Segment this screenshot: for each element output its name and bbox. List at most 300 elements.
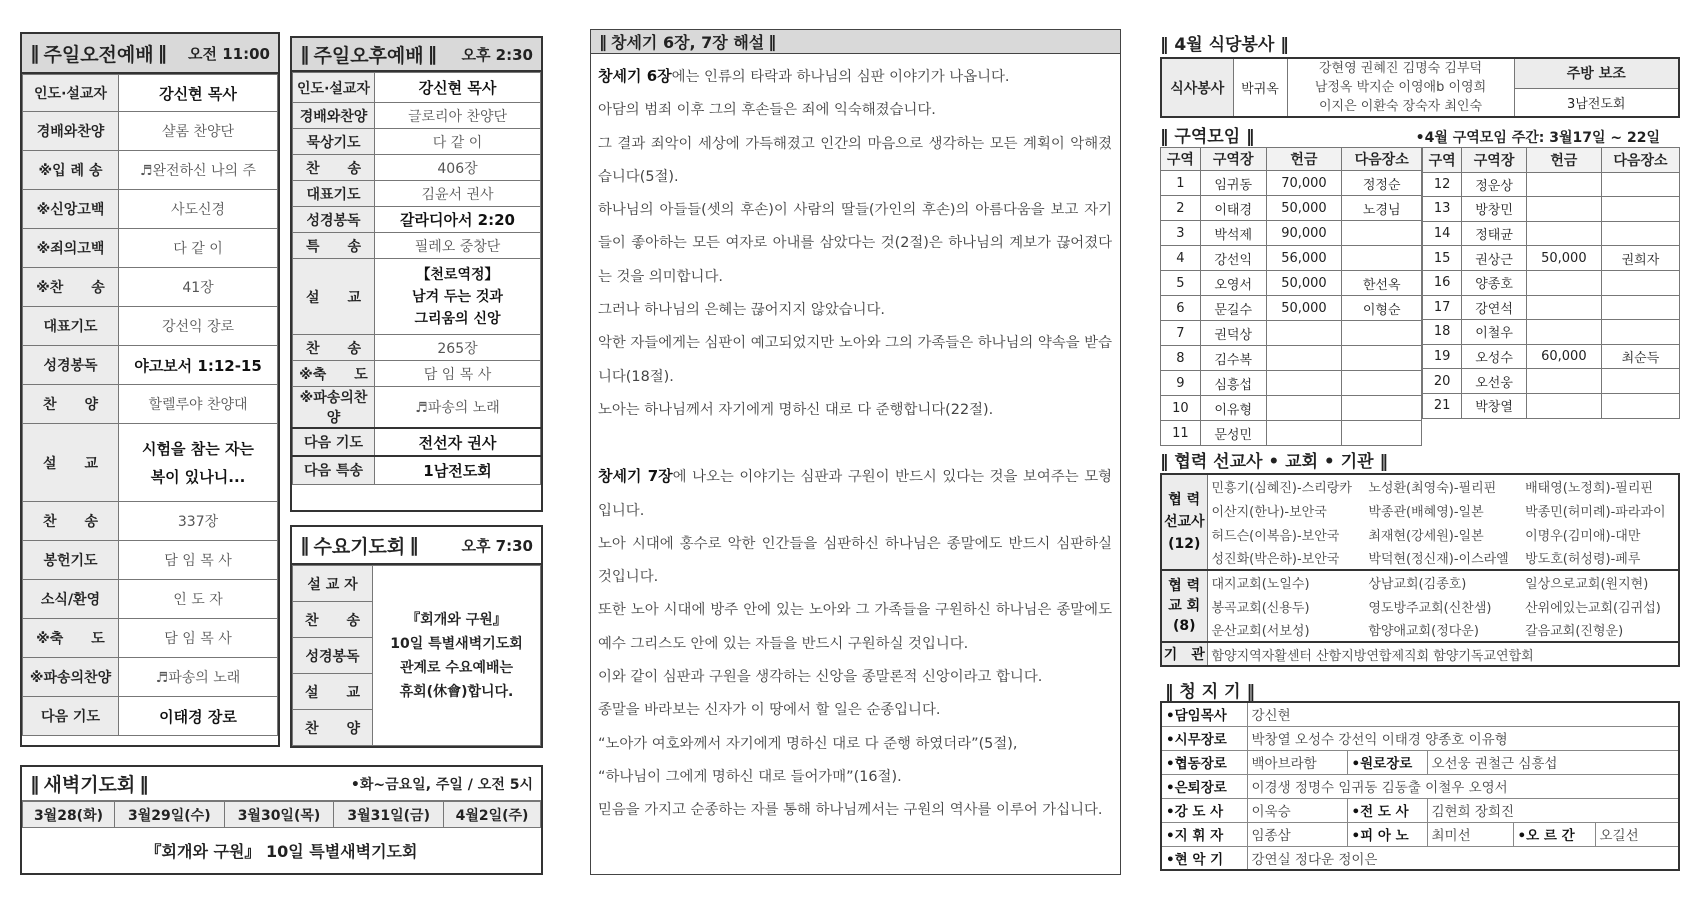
church-label-line: 교 회 bbox=[1168, 598, 1201, 614]
clergy-row bbox=[1161, 702, 1679, 726]
district-row bbox=[1423, 221, 1680, 246]
commentary-paragraph bbox=[598, 794, 1112, 827]
morning-worship-header: ‖ 주일오전예배 ‖ 오전 11:00 bbox=[22, 34, 278, 74]
afternoon-order-label: 경배와찬양 bbox=[293, 103, 375, 129]
morning-order-row bbox=[23, 112, 278, 151]
district-cell: 강선익 bbox=[1200, 246, 1266, 271]
missionary-entry: 박덕현(정신재)-이스라엘 bbox=[1368, 552, 1509, 567]
church-entry: 함양애교회(정다운) bbox=[1368, 624, 1479, 639]
district-cell: 6 bbox=[1161, 296, 1201, 321]
paragraph-gap bbox=[598, 427, 1112, 460]
district-cell: 문길수 bbox=[1200, 296, 1266, 321]
morning-order-row bbox=[23, 190, 278, 229]
district-cell: 임귀동 bbox=[1200, 171, 1266, 196]
missionary-entry: 노성환(최영숙)-필리핀 bbox=[1368, 481, 1497, 496]
afternoon-order-value: 글로리아 찬양단 bbox=[375, 103, 541, 129]
commentary-text: 아담의 범죄 이후 그의 후손들은 죄에 익숙해졌습니다. bbox=[598, 102, 936, 119]
district-cell: 이철우 bbox=[1462, 320, 1526, 345]
clergy-names: 김현희 장희진 bbox=[1427, 798, 1679, 822]
dawn-prayer-date: 3월28(화) bbox=[23, 802, 115, 828]
district-column-header: 구역 bbox=[1161, 148, 1201, 171]
missionary-label-line: (12) bbox=[1168, 536, 1201, 552]
afternoon-order-row bbox=[293, 456, 541, 484]
clergy-names: 강신현 bbox=[1247, 702, 1679, 726]
district-cell: 15 bbox=[1423, 246, 1462, 271]
afternoon-worship-title: 주일오후예배 bbox=[313, 44, 424, 67]
district-cell bbox=[1601, 197, 1679, 222]
district-cell: 문성민 bbox=[1200, 421, 1266, 446]
afternoon-worship-header: ‖ 주일오후예배 ‖ 오후 2:30 bbox=[292, 38, 541, 72]
church-entry: 일상으로교회(원지현) bbox=[1525, 577, 1649, 592]
district-cell: 12 bbox=[1423, 172, 1462, 197]
morning-order-label: ※찬 송 bbox=[23, 268, 119, 307]
morning-order-value: 다 같 이 bbox=[119, 229, 278, 268]
district-row bbox=[1423, 270, 1680, 295]
district-cell bbox=[1601, 270, 1679, 295]
district-cell bbox=[1601, 172, 1679, 197]
morning-order-label: ※축 도 bbox=[23, 619, 119, 658]
district-row bbox=[1423, 369, 1680, 394]
district-column-header: 헌금 bbox=[1526, 148, 1601, 173]
district-cell: 14 bbox=[1423, 221, 1462, 246]
morning-order-value: ♬파송의 노래 bbox=[119, 658, 278, 697]
morning-order-row bbox=[23, 541, 278, 580]
morning-order-row bbox=[23, 385, 278, 424]
chapter-lead: 창세기 7장 bbox=[598, 467, 673, 486]
district-header-row bbox=[1161, 148, 1422, 171]
morning-order-row bbox=[23, 502, 278, 541]
morning-order-row bbox=[23, 75, 278, 112]
commentary-text: 그러나 하나님의 은혜는 끊어지지 않았습니다. bbox=[598, 302, 885, 319]
church-row bbox=[1161, 570, 1679, 594]
morning-order-row bbox=[23, 229, 278, 268]
kitchen-label: 주방 보조 bbox=[1514, 58, 1679, 88]
dawn-prayer-time: •화~금요일, 주일 / 오전 5시 bbox=[350, 776, 533, 793]
district-cell: 심흥섭 bbox=[1200, 371, 1266, 396]
church-entry: 대지교회(노일수) bbox=[1211, 577, 1310, 592]
district-cell: 오성수 bbox=[1462, 344, 1526, 369]
district-cell bbox=[1266, 396, 1342, 421]
afternoon-order-label: 묵상기도 bbox=[293, 129, 375, 155]
morning-order-value: ♬완전하신 나의 주 bbox=[119, 151, 278, 190]
morning-order-value: 337장 bbox=[119, 502, 278, 541]
church-label-line: 협 력 bbox=[1168, 578, 1201, 594]
cafeteria-title-block: ‖ 4월 식당봉사 ‖ bbox=[1160, 30, 1289, 55]
district-cell bbox=[1526, 369, 1601, 394]
morning-order-label: 성경봉독 bbox=[23, 346, 119, 385]
district-cell: 권덕상 bbox=[1200, 321, 1266, 346]
district-cell: 이형순 bbox=[1342, 296, 1422, 321]
district-cell bbox=[1526, 172, 1601, 197]
wednesday-row-label: 찬 송 bbox=[293, 602, 373, 638]
district-row bbox=[1161, 246, 1422, 271]
wednesday-notice bbox=[373, 566, 541, 746]
district-cell: 9 bbox=[1161, 371, 1201, 396]
cafeteria-leader: 박귀옥 bbox=[1233, 58, 1287, 117]
commentary-paragraph bbox=[598, 94, 1112, 127]
afternoon-order-label: 다음 특송 bbox=[293, 456, 375, 484]
afternoon-order-label: ※축 도 bbox=[293, 361, 375, 387]
wednesday-row-label: 설 교 자 bbox=[293, 566, 373, 602]
district-cell: 2 bbox=[1161, 196, 1201, 221]
commentary-paragraph bbox=[598, 594, 1112, 661]
afternoon-order-row bbox=[293, 129, 541, 155]
morning-order-value: 강신현 목사 bbox=[119, 75, 278, 112]
district-cell: 이태경 bbox=[1200, 196, 1266, 221]
district-row bbox=[1423, 393, 1680, 418]
missionary-label bbox=[1161, 474, 1207, 570]
missionary-row bbox=[1161, 522, 1679, 546]
district-cell: 90,000 bbox=[1266, 221, 1342, 246]
district-cell: 50,000 bbox=[1266, 296, 1342, 321]
missionary-entry: 박종민(허미례)-파라과이 bbox=[1525, 504, 1666, 520]
district-period: •4월 구역모임 주간: 3월17일 ~ 22일 bbox=[1415, 130, 1660, 146]
afternoon-order-label: 특 송 bbox=[293, 233, 375, 259]
wednesday-row-label: 찬 양 bbox=[293, 710, 373, 746]
district-cell: 17 bbox=[1423, 295, 1462, 320]
district-cell: 8 bbox=[1161, 346, 1201, 371]
dawn-prayer-date: 4월2일(주) bbox=[444, 802, 541, 828]
district-cell bbox=[1342, 421, 1422, 446]
district-row bbox=[1423, 295, 1680, 320]
afternoon-order-row bbox=[293, 207, 541, 233]
commentary-paragraph bbox=[598, 694, 1112, 727]
district-cell: 50,000 bbox=[1266, 196, 1342, 221]
clergy-role: •전 도 사 bbox=[1347, 798, 1427, 822]
wednesday-prayer-title: 수요기도회 bbox=[313, 535, 406, 558]
clergy-row bbox=[1161, 798, 1679, 822]
clergy-names: 이욱승 bbox=[1247, 798, 1347, 822]
district-cell: 13 bbox=[1423, 197, 1462, 222]
afternoon-order-value: 필레오 중창단 bbox=[375, 233, 541, 259]
wednesday-prayer-order bbox=[292, 565, 541, 746]
dawn-prayer-date: 3월31일(금) bbox=[334, 802, 444, 828]
afternoon-order-value: ♬파송의 노래 bbox=[375, 387, 541, 429]
morning-worship-time: 오전 11:00 bbox=[188, 44, 270, 63]
district-cell: 70,000 bbox=[1266, 171, 1342, 196]
cafeteria-table bbox=[1160, 57, 1680, 118]
missions-title: 협력 선교사 • 교회 • 기관 bbox=[1174, 452, 1374, 472]
morning-order-label: ※입 례 송 bbox=[23, 151, 119, 190]
district-cell: 박창열 bbox=[1462, 393, 1526, 418]
missionary-entry: 방도호(허성령)-페루 bbox=[1525, 552, 1641, 567]
morning-order-value: 이태경 장로 bbox=[119, 697, 278, 736]
district-row bbox=[1423, 320, 1680, 345]
morning-order-value: 샬롬 찬양단 bbox=[119, 112, 278, 151]
commentary-text: 노아는 하나님께서 자기에게 명하신 대로 다 준행합니다(22절). bbox=[598, 401, 994, 418]
commentary-text: “노아가 여호와께서 자기에게 명하신 대로 다 준행 하였더라”(5절), bbox=[598, 735, 1018, 752]
clergy-table bbox=[1160, 701, 1680, 871]
district-row bbox=[1423, 172, 1680, 197]
sermon-title-line: 남겨 두는 것과 bbox=[412, 288, 503, 305]
commentary-paragraph bbox=[598, 460, 1112, 528]
district-cell: 정태균 bbox=[1462, 221, 1526, 246]
district-cell: 박석제 bbox=[1200, 221, 1266, 246]
clergy-names: 이경생 정명수 임귀동 김동출 이철우 오영서 bbox=[1247, 774, 1679, 798]
afternoon-order-label: 다음 기도 bbox=[293, 428, 375, 456]
district-cell bbox=[1342, 321, 1422, 346]
district-cell: 권상근 bbox=[1462, 246, 1526, 271]
morning-order-row bbox=[23, 346, 278, 385]
wednesday-notice-line: 『회개와 구원』 bbox=[406, 611, 507, 628]
afternoon-order-value: 다 같 이 bbox=[375, 129, 541, 155]
clergy-names: 박창열 오성수 강선익 이태경 양종호 이유형 bbox=[1247, 726, 1679, 750]
district-cell bbox=[1601, 221, 1679, 246]
church-row bbox=[1161, 594, 1679, 618]
district-row bbox=[1161, 396, 1422, 421]
commentary-paragraph bbox=[598, 661, 1112, 694]
clergy-names: 임종삼 bbox=[1247, 822, 1347, 846]
district-cell: 3 bbox=[1161, 221, 1201, 246]
church-entry: 상남교회(김종호) bbox=[1368, 577, 1467, 592]
district-cell: 최순득 bbox=[1601, 344, 1679, 369]
commentary-paragraph bbox=[598, 294, 1112, 327]
clergy-names: 오선웅 권철근 심흥섭 bbox=[1427, 750, 1679, 774]
district-cell bbox=[1342, 396, 1422, 421]
morning-order-value: 강선익 장로 bbox=[119, 307, 278, 346]
district-cell bbox=[1266, 321, 1342, 346]
district-cell bbox=[1601, 295, 1679, 320]
afternoon-order-row bbox=[293, 259, 541, 335]
genesis-commentary bbox=[590, 29, 1121, 875]
dawn-prayer-dates bbox=[22, 801, 541, 874]
clergy-title: 청 지 기 bbox=[1179, 682, 1241, 702]
clergy-names: 강연실 정다운 정이은 bbox=[1247, 846, 1679, 870]
district-cell: 강연석 bbox=[1462, 295, 1526, 320]
church-label-line: (8) bbox=[1172, 618, 1196, 634]
district-cell: 60,000 bbox=[1526, 344, 1601, 369]
org-list: 함양지역자활센터 산함지방연합제직회 함양기독교연합회 bbox=[1211, 648, 1534, 664]
dawn-prayer-date: 3월29일(수) bbox=[114, 802, 224, 828]
district-cell bbox=[1526, 295, 1601, 320]
afternoon-order-value: 전선자 권사 bbox=[375, 428, 541, 456]
district-cell: 4 bbox=[1161, 246, 1201, 271]
clergy-role: •피 아 노 bbox=[1347, 822, 1427, 846]
district-table-right bbox=[1422, 147, 1680, 419]
dawn-prayer-panel bbox=[20, 765, 543, 875]
district-cell bbox=[1266, 346, 1342, 371]
district-row bbox=[1161, 321, 1422, 346]
morning-order-label: 대표기도 bbox=[23, 307, 119, 346]
district-cell bbox=[1526, 393, 1601, 418]
district-row bbox=[1161, 171, 1422, 196]
district-cell bbox=[1526, 221, 1601, 246]
district-cell: 양종호 bbox=[1462, 270, 1526, 295]
morning-order-value: 사도신경 bbox=[119, 190, 278, 229]
commentary-paragraph bbox=[598, 728, 1112, 761]
missionary-label-line: 협 력 bbox=[1168, 492, 1201, 508]
missionary-entry: 최재현(강세원)-일본 bbox=[1368, 528, 1484, 544]
wednesday-prayer-panel bbox=[290, 525, 543, 748]
dawn-prayer-title: 새벽기도회 bbox=[43, 774, 136, 796]
morning-order-row bbox=[23, 424, 278, 502]
district-cell: 56,000 bbox=[1266, 246, 1342, 271]
district-cell: 50,000 bbox=[1526, 246, 1601, 271]
morning-order-label: ※신앙고백 bbox=[23, 190, 119, 229]
afternoon-order-row bbox=[293, 181, 541, 207]
afternoon-order-value: 갈라디아서 2:20 bbox=[375, 207, 541, 233]
district-cell bbox=[1342, 346, 1422, 371]
morning-worship-title: 주일오전예배 bbox=[43, 43, 154, 66]
district-column-header: 다음장소 bbox=[1601, 148, 1679, 173]
org-label: 기 관 bbox=[1161, 642, 1207, 666]
district-cell bbox=[1526, 320, 1601, 345]
afternoon-order-value: 강신현 목사 bbox=[375, 73, 541, 103]
district-cell bbox=[1601, 369, 1679, 394]
afternoon-order-row bbox=[293, 335, 541, 361]
wednesday-notice-line: 관계로 수요예배는 bbox=[399, 659, 514, 676]
commentary-text: 그 결과 죄악이 세상에 가득해졌고 인간의 마음으로 생각하는 모든 계획이 악해졌습니다(5절). bbox=[598, 135, 1112, 185]
afternoon-order-value: 265장 bbox=[375, 335, 541, 361]
district-cell bbox=[1526, 197, 1601, 222]
district-cell: 1 bbox=[1161, 171, 1201, 196]
kitchen-value: 3남전도회 bbox=[1514, 88, 1679, 117]
commentary-text: 이와 같이 심판과 구원을 생각하는 신앙을 종말론적 신앙이라고 합니다. bbox=[598, 669, 1043, 686]
wednesday-row-label: 설 교 bbox=[293, 674, 373, 710]
district-cell: 7 bbox=[1161, 321, 1201, 346]
sermon-title-line: 시험을 참는 자는 bbox=[142, 439, 254, 458]
morning-order-label: ※파송의찬양 bbox=[23, 658, 119, 697]
district-cell: 노경님 bbox=[1342, 196, 1422, 221]
dawn-prayer-header: ‖ 새벽기도회 ‖ •화~금요일, 주일 / 오전 5시 bbox=[22, 767, 541, 801]
district-cell: 이유형 bbox=[1200, 396, 1266, 421]
commentary-text: 믿음을 가지고 순종하는 자를 통해 하나님께서는 구원의 역사를 이루어 가십니다. bbox=[598, 802, 1103, 819]
missionary-entry: 허드슨(이복음)-보안국 bbox=[1211, 528, 1340, 544]
missions-table bbox=[1160, 473, 1680, 667]
district-cell: 50,000 bbox=[1266, 271, 1342, 296]
morning-order-label: 찬 양 bbox=[23, 385, 119, 424]
missionary-entry: 민흥기(심혜진)-스리랑카 bbox=[1211, 481, 1352, 496]
afternoon-order-value: 김윤서 권사 bbox=[375, 181, 541, 207]
church-entry: 봉곡교회(신용두) bbox=[1211, 600, 1310, 616]
morning-order-value: 담 임 목 사 bbox=[119, 619, 278, 658]
morning-order-row bbox=[23, 151, 278, 190]
missionary-entry: 이명우(김미애)-대만 bbox=[1525, 528, 1641, 544]
afternoon-worship-panel bbox=[290, 36, 543, 512]
clergy-title-block: ‖ 청 지 기 ‖ bbox=[1165, 677, 1255, 702]
district-cell: 정운상 bbox=[1462, 172, 1526, 197]
district-row bbox=[1423, 197, 1680, 222]
commentary-paragraph bbox=[598, 128, 1112, 195]
morning-order-row bbox=[23, 658, 278, 697]
district-cell: 정정순 bbox=[1342, 171, 1422, 196]
missionary-row bbox=[1161, 498, 1679, 522]
morning-order-value: 담 임 목 사 bbox=[119, 541, 278, 580]
morning-order-row bbox=[23, 307, 278, 346]
church-label bbox=[1161, 570, 1207, 642]
afternoon-order-label: 설 교 bbox=[293, 259, 375, 335]
cafeteria-label: 식사봉사 bbox=[1161, 58, 1233, 117]
morning-order-row bbox=[23, 580, 278, 619]
missionary-row bbox=[1161, 546, 1679, 570]
church-entry: 운산교회(서보성) bbox=[1211, 624, 1310, 639]
morning-order-label: 다음 기도 bbox=[23, 697, 119, 736]
clergy-role: •오 르 간 bbox=[1513, 822, 1595, 846]
missionary-entry: 성진화(박은하)-보안국 bbox=[1211, 552, 1340, 567]
morning-order-label: 소식/환영 bbox=[23, 580, 119, 619]
commentary-paragraph bbox=[598, 60, 1112, 94]
commentary-paragraph bbox=[598, 327, 1112, 394]
district-cell bbox=[1266, 421, 1342, 446]
district-column-header: 헌금 bbox=[1266, 148, 1342, 171]
district-column-header: 구역장 bbox=[1200, 148, 1266, 171]
sermon-title-line: 복이 있나니... bbox=[150, 467, 246, 486]
clergy-row bbox=[1161, 750, 1679, 774]
clergy-names: 최미선 bbox=[1427, 822, 1513, 846]
missions-title-block: ‖ 협력 선교사 • 교회 • 기관 ‖ bbox=[1160, 447, 1388, 472]
sermon-title-line: 【천로역정】 bbox=[416, 266, 499, 283]
district-cell: 10 bbox=[1161, 396, 1201, 421]
missionary-entry: 이산지(한나)-보안국 bbox=[1211, 504, 1327, 520]
church-row bbox=[1161, 618, 1679, 642]
morning-order-value: 인 도 자 bbox=[119, 580, 278, 619]
cafeteria-volunteer-line: 이지은 이환숙 장숙자 최인숙 bbox=[1318, 99, 1483, 114]
clergy-role: •원로장로 bbox=[1347, 750, 1427, 774]
afternoon-order-row bbox=[293, 428, 541, 456]
afternoon-order-row bbox=[293, 155, 541, 181]
clergy-role: •현 악 기 bbox=[1161, 846, 1247, 870]
district-cell: 5 bbox=[1161, 271, 1201, 296]
district-cell bbox=[1342, 371, 1422, 396]
afternoon-worship-time: 오후 2:30 bbox=[461, 45, 533, 64]
cafeteria-volunteers bbox=[1287, 58, 1514, 117]
district-row bbox=[1161, 421, 1422, 446]
morning-order-value: 야고보서 1:12-15 bbox=[119, 346, 278, 385]
morning-order-row bbox=[23, 268, 278, 307]
commentary-text: 종말을 바라보는 신자가 이 땅에서 할 일은 순종입니다. bbox=[598, 702, 941, 719]
afternoon-order-label: 찬 송 bbox=[293, 155, 375, 181]
commentary-paragraph bbox=[598, 528, 1112, 595]
district-cell: 권희자 bbox=[1601, 246, 1679, 271]
district-row bbox=[1423, 344, 1680, 369]
clergy-row bbox=[1161, 822, 1679, 846]
missionary-entry: 박종관(배혜영)-일본 bbox=[1368, 504, 1484, 520]
district-row bbox=[1161, 296, 1422, 321]
district-cell bbox=[1342, 246, 1422, 271]
cafeteria-volunteer-line: 남정옥 박지순 이영애b 이영희 bbox=[1314, 80, 1487, 95]
afternoon-order-label: 성경봉독 bbox=[293, 207, 375, 233]
commentary-paragraph bbox=[598, 194, 1112, 294]
commentary-text: 악한 자들에게는 심판이 예고되었지만 노아와 그의 가족들은 하나님의 약속을 받습니다(18절). bbox=[598, 335, 1112, 385]
afternoon-order-row bbox=[293, 103, 541, 129]
morning-order-row bbox=[23, 697, 278, 736]
dawn-prayer-notice: 『회개와 구원』 10일 특별새벽기도회 bbox=[145, 842, 418, 862]
commentary-text: 에는 인류의 타락과 하나님의 심판 이야기가 나옵니다. bbox=[671, 69, 1010, 85]
afternoon-order-row bbox=[293, 233, 541, 259]
district-row bbox=[1161, 371, 1422, 396]
district-row bbox=[1161, 346, 1422, 371]
cafeteria-volunteer-line: 강현영 권혜진 김명숙 김부덕 bbox=[1318, 61, 1483, 76]
district-column-header: 다음장소 bbox=[1342, 148, 1422, 171]
clergy-row bbox=[1161, 726, 1679, 750]
district-title: 구역모임 bbox=[1174, 127, 1241, 147]
district-row bbox=[1161, 196, 1422, 221]
commentary-header: ‖ 창세기 6장, 7장 해설 ‖ bbox=[591, 30, 1120, 54]
district-cell: 18 bbox=[1423, 320, 1462, 345]
commentary-title: 창세기 6장, 7장 해설 bbox=[611, 33, 765, 52]
afternoon-order-value: 담 임 목 사 bbox=[375, 361, 541, 387]
district-title-block: ‖ 구역모임 ‖ •4월 구역모임 주간: 3월17일 ~ 22일 bbox=[1160, 122, 1680, 147]
morning-order-label: ※죄의고백 bbox=[23, 229, 119, 268]
commentary-text: 또한 노아 시대에 방주 안에 있는 노아와 그 가족들을 구원하신 하나님은 종말에도 예수 그리스도 안에 있는 자들을 반드시 구원하실 것입니다. bbox=[598, 602, 1112, 652]
clergy-role: •담임목사 bbox=[1161, 702, 1247, 726]
commentary-text: “하나님이 그에게 명하신 대로 들어가매”(16절). bbox=[598, 768, 902, 785]
district-cell bbox=[1342, 221, 1422, 246]
afternoon-order-label: 찬 송 bbox=[293, 335, 375, 361]
morning-order-value: 41장 bbox=[119, 268, 278, 307]
clergy-role: •지 휘 자 bbox=[1161, 822, 1247, 846]
clergy-role: •은퇴장로 bbox=[1161, 774, 1247, 798]
